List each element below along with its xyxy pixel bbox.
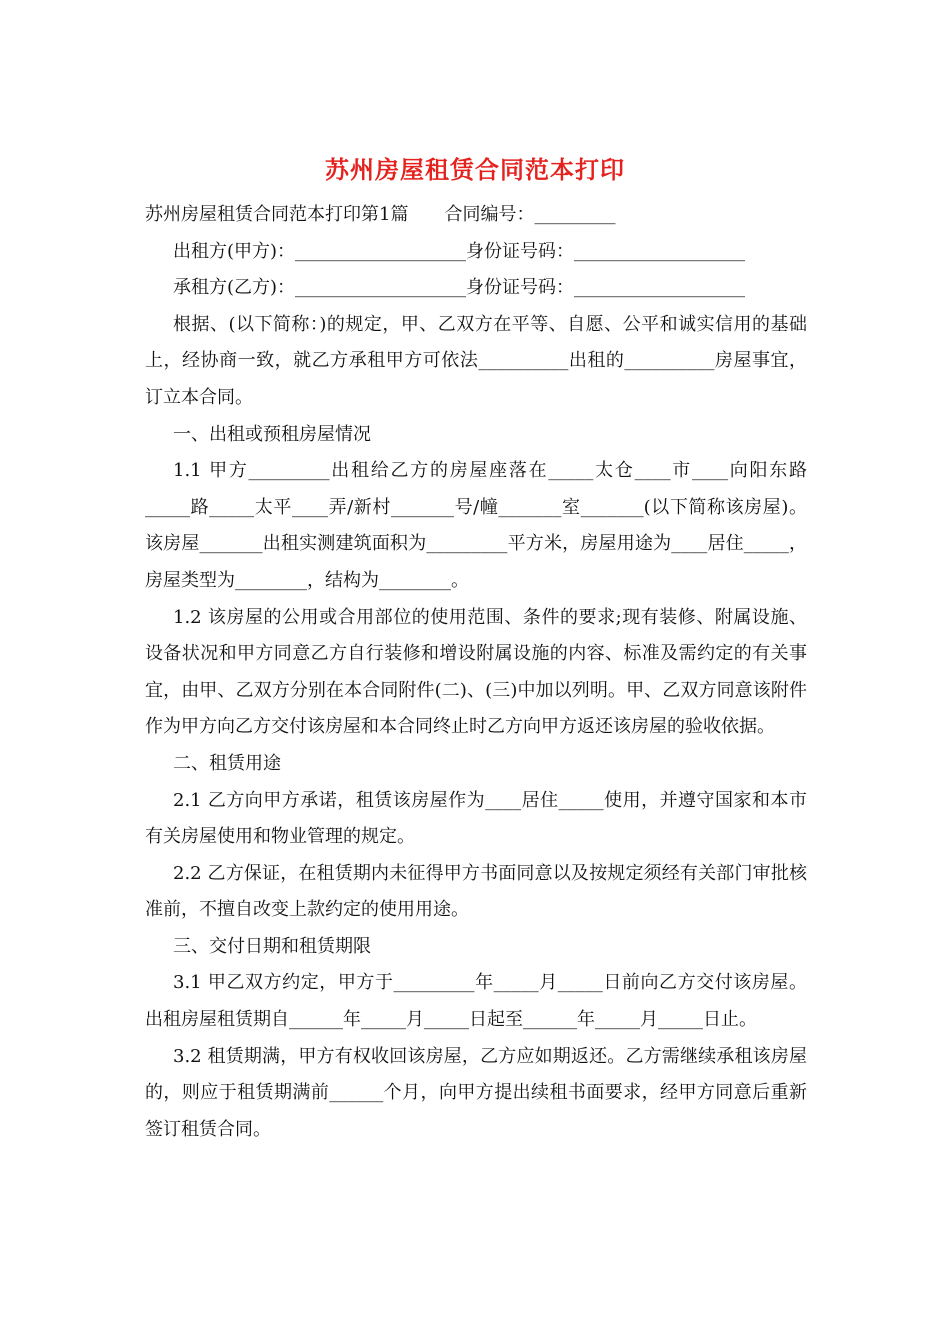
contract-header-line: 苏州房屋租赁合同范本打印第1篇 合同编号：_________	[145, 204, 616, 225]
clause-3-1: 3.1 甲乙双方约定，甲方于_________年_____月_____日前向乙方交付该房屋。出租房屋租赁期自______年_____月_____日起至______年_____月_____日止。	[145, 972, 807, 1031]
clause-1-2: 1.2 该房屋的公用或合用部位的使用范围、条件的要求;现有装修、附属设施、设备状况和甲方同意乙方自行装修和增设附属设施的内容、标准及需约定的有关事宜，由甲、乙双方分别在本合同附件(二)、(三)中加以列明。甲、乙双方同意该附件作为甲方向乙方交付该房屋和本合同终止时乙方向甲方返还该房屋的验收依据。	[145, 606, 807, 738]
clause-1-1: 1.1 甲方_________出租给乙方的房屋座落在_____太仓____市____向阳东路_____路_____太平____弄/新村_______号/幢_______室_______(以下简称该房屋)。该房屋_______出租实测建筑面积为_________平方米，房屋用途为____居住_____，房屋类型为________，结构为________。	[145, 460, 807, 591]
lessee-line: 承租方(乙方)：___________________身份证号码：___________________	[173, 277, 746, 299]
clause-2-2: 2.2 乙方保证，在租赁期内未征得甲方书面同意以及按规定须经有关部门审批核准前，不擅自改变上款约定的使用用途。	[145, 862, 807, 921]
document-title: 苏州房屋租赁合同范本打印	[325, 155, 625, 184]
section-2-heading: 二、租赁用途	[173, 752, 281, 774]
lessor-line: 出租方(甲方)：___________________身份证号码：___________________	[173, 240, 746, 262]
section-3-heading: 三、交付日期和租赁期限	[173, 935, 371, 957]
section-1-heading: 一、出租或预租房屋情况	[173, 423, 371, 445]
document-body	[145, 197, 807, 1148]
intro-paragraph: 根据、(以下简称：)的规定，甲、乙双方在平等、自愿、公平和诚实信用的基础上，经协商一致，就乙方承租甲方可依法__________出租的__________房屋事宜，订立本合同。	[145, 313, 807, 408]
clause-2-1: 2.1 乙方向甲方承诺，租赁该房屋作为____居住_____使用，并遵守国家和本市有关房屋使用和物业管理的规定。	[145, 789, 807, 848]
clause-3-2: 3.2 租赁期满，甲方有权收回该房屋，乙方应如期返还。乙方需继续承租该房屋的，则应于租赁期满前______个月，向甲方提出续租书面要求，经甲方同意后重新签订租赁合同。	[145, 1045, 807, 1140]
